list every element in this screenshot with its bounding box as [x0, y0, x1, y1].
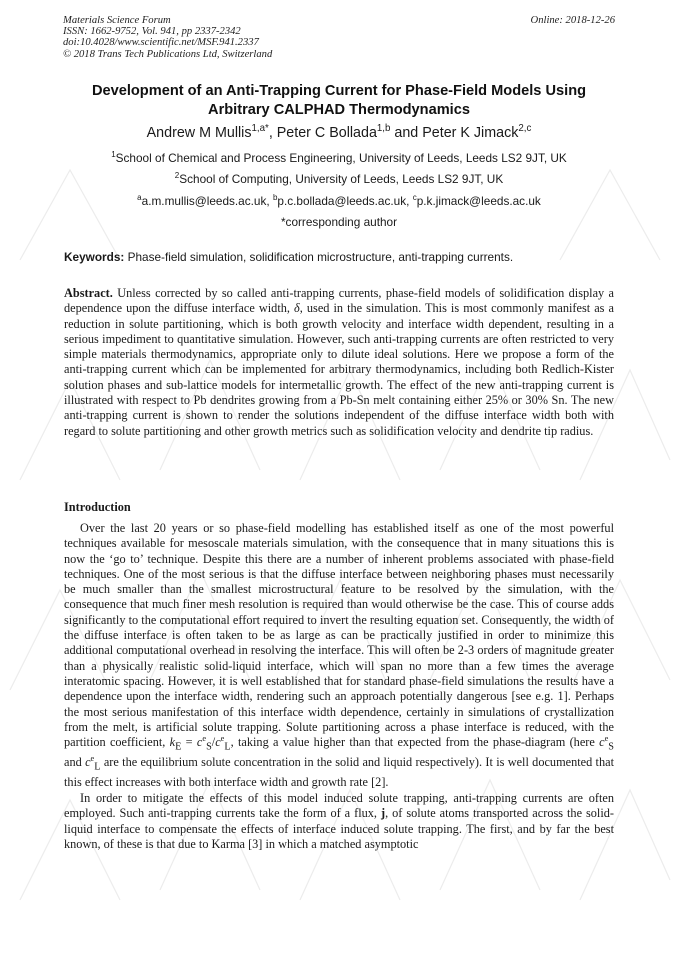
math-subscript: S	[206, 741, 212, 753]
math-c: c	[599, 735, 605, 750]
author-name: Peter C Bollada	[276, 125, 377, 141]
math-subscript: S	[608, 741, 614, 753]
abstract-section	[64, 286, 614, 439]
email-superscript: c	[412, 193, 417, 203]
author-conjunction: and	[394, 125, 419, 141]
keywords-section	[64, 250, 614, 264]
math-slash: /	[211, 735, 216, 750]
paragraph-text: , taking a value higher than that expected from the phase-diagram (here	[230, 735, 595, 750]
abstract-text-cont: , used in the simulation. This is most commonly manifest as a reduction in solute partitioning, which is both growth velocity and interface width dependent, resulting in a serious impediment to quantitative simulation. However, such anti-trapping currents are often restricted to very simple materials thermodynamics, appropriate only to dilute ideal solutions. Here we propose a form of the anti-trapping current which can be implemented for arbitrary thermodynamics, including both Redlich-Kister solution phases and sub-lattice models for intermetallic growth. The effect of the new anti-trapping current is illustrated with respect to Pb dendrites growing from a Pb-Sn melt containing either 25% or 30% Sn. The new anti-trapping current is shown to render the solutions independent of the diffuse interface width both with regard to solute partitioning and other growth metrics such as solidification velocity and dendrite tip radius.	[64, 301, 614, 438]
math-superscript: e	[90, 753, 95, 763]
affiliation-1	[40, 151, 638, 165]
keywords-text: Phase-field simulation, solidification microstructure, anti-trapping currents.	[127, 250, 514, 264]
affiliation-text: School of Chemical and Process Engineering, University of Leeds, Leeds LS2 9JT, UK	[115, 151, 567, 165]
paragraph-text: and	[64, 754, 82, 769]
math-c: c	[196, 735, 203, 750]
abstract-text: Unless corrected by so called anti-trapping currents, phase-field models of solidification display a dependence upon the diffuse interface width,	[64, 286, 615, 316]
paper-title-line-1: Development of an Anti-Trapping Current for Phase-Field Models Using	[91, 83, 587, 99]
math-superscript: e	[604, 734, 609, 744]
journal-copyright: © 2018 Trans Tech Publications Ltd, Switzerland	[63, 48, 273, 60]
math-equals: =	[185, 735, 193, 750]
author-superscript: 2,c	[518, 123, 532, 135]
math-superscript: e	[202, 734, 207, 744]
journal-name: Materials Science Forum	[63, 15, 171, 26]
affiliation-text: School of Computing, University of Leeds, Leeds LS2 9JT, UK	[179, 172, 504, 186]
math-j: j	[380, 806, 386, 821]
author-list: Andrew M Mullis$^{1,a*}$, Peter C Bollada$^{1,b}$ and Peter K Jimack$^{2,c}$	[146, 123, 532, 141]
email-text: p.c.bollada@leeds.ac.uk,	[277, 194, 410, 208]
email-text: a.m.mullis@leeds.ac.uk,	[141, 194, 270, 208]
abstract-label: Abstract.	[64, 286, 113, 300]
email-text: p.k.jimack@leeds.ac.uk	[416, 194, 541, 208]
introduction-body	[64, 521, 614, 852]
section-heading-introduction: Introduction	[64, 500, 131, 514]
email-superscript: b	[272, 193, 278, 203]
paragraph	[64, 521, 614, 790]
corresponding-note: *corresponding author	[280, 215, 398, 229]
author-name: Andrew M Mullis	[146, 125, 252, 141]
math-c: c	[215, 735, 221, 750]
delta-symbol: δ	[294, 301, 300, 316]
paragraph-text: are the equilibrium solute concentration in the solid and liquid respectively). It is well documented that this effect increases with both interface width and growth rate [2].	[64, 754, 615, 789]
math-subscript: L	[94, 761, 101, 773]
paper-title	[50, 82, 628, 119]
paragraph-text: , of solute atoms transported across the solid-liquid interface to compensate the effects of interface induced solute trapping. The first, and by far the best known, of these is that due to Karma [3] in which a matched asymptotic	[64, 806, 615, 851]
math-superscript: e	[220, 734, 225, 744]
math-subscript: E	[175, 741, 182, 753]
keywords-label: Keywords:	[64, 250, 125, 264]
author-superscript: 1,a*	[251, 123, 269, 135]
journal-header	[63, 15, 615, 60]
paragraph	[64, 791, 614, 852]
email-superscript: a	[137, 193, 142, 203]
math-c: c	[85, 754, 91, 769]
author-superscript: 1,b	[376, 123, 391, 135]
paper-title-line-2: Arbitrary CALPHAD Thermodynamics	[208, 101, 470, 118]
affiliation-superscript: 1	[111, 150, 116, 160]
paragraph-text: In order to mitigate the effects of this model induced solute trapping, anti-trapping currents are often employed. Such anti-trapping currents take the form of a flux,	[64, 790, 614, 821]
paragraph-text: Over the last 20 years or so phase-field modelling has established itself as one of the most powerful techniques available for mesoscale materials simulation, with the consequence that in many situations this is now the ‘go to’ technique. Despite this there are a number of inherent problems associated with phase-field techniques. One of the most serious is that the diffuse interface between neighboring phases must necessarily be much smaller than the smallest microstructural feature to be resolved by the simulation, with the consequence that much finer mesh resolution is required than would otherwise be the case. This of course adds significantly to the computational effort required to invert the resulting equation set. Consequently, the width of the diffuse interface is often taken to be as large as can be practically justified in order to minimize this additional computational overhead in resolving the interface. This will often be 2-3 orders of magnitude greater than a physically realistic solid-liquid interface, which will span no more than a few times the average interatomic spacing. However, it is well established that for standard phase-field simulations the results have a dependence upon the interface width, rendering such an approach potentially dangerous [see e.g. 1]. Perhaps the most serious manifestation of this interface width dependence, certainly in simulations of crystallization from the melt, is artificial solute trapping. Solute partitioning across a phase interface is reduced, with the partition coefficient,	[64, 521, 614, 750]
email-line	[40, 194, 638, 208]
affiliation-superscript: 2	[174, 171, 180, 181]
online-date: Online: 2018-12-26	[530, 15, 615, 26]
affiliation-2	[40, 172, 638, 186]
journal-issn: ISSN: 1662-9752, Vol. 941, pp 2337-2342	[63, 26, 241, 38]
journal-doi: doi:10.4028/www.scientific.net/MSF.941.2337	[63, 37, 259, 49]
math-subscript: L	[224, 741, 231, 753]
math-k: k	[169, 735, 176, 750]
author-name: Peter K Jimack	[422, 125, 519, 141]
